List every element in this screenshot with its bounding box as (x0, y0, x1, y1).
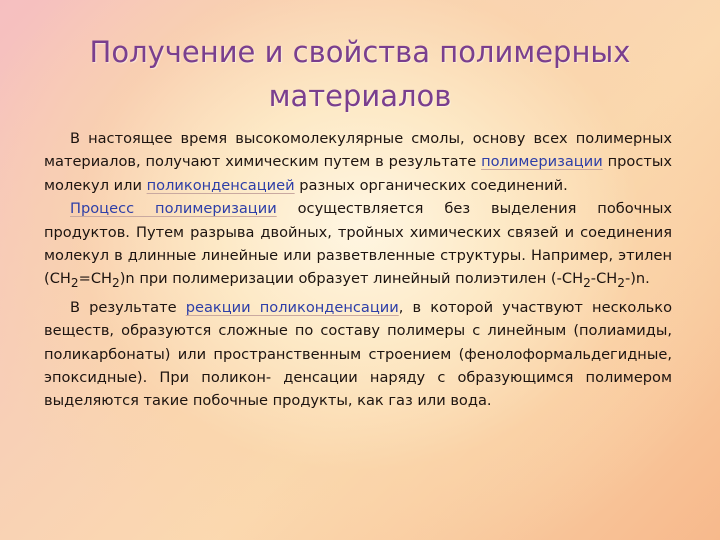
title-line-1: Получение и свойства полимерных (89, 35, 631, 69)
subscript: 2 (112, 276, 120, 291)
paragraph-2-text-3: )n при полимеризации образует линейный полиэтилен (-CH (119, 270, 584, 288)
paragraph-1-text-3: разных органических соединений. (294, 176, 568, 194)
term-polymerization: полимеризации (481, 153, 603, 171)
slide-title (30, 30, 690, 118)
paragraph-3-text-1: В результате (70, 298, 186, 316)
title-line-2: материалов (268, 79, 452, 113)
slide-body (44, 127, 672, 413)
paragraph-1-text-1: В настоящее время высокомолекулярные смолы, основу всех полимерных материалов, получают химическим путем в результате (44, 130, 672, 171)
subscript: 2 (617, 276, 625, 291)
paragraph-2-text-2: =CH (78, 270, 112, 288)
paragraph-1-text-2: простых молекул или (44, 153, 672, 194)
paragraph-2 (44, 197, 672, 296)
paragraph-2-text-5: -)n. (624, 270, 650, 288)
subscript: 2 (70, 276, 79, 291)
paragraph-1 (44, 127, 672, 197)
paragraph-3 (44, 296, 672, 413)
paragraph-2-text-1: осуществляется без выделения побочных продуктов. Путем разрыва двойных, тройных химических связей и соединения молекул в длинные линейные или разветвленные структуры. Например, этилен (CH (44, 200, 672, 288)
term-polycondensation: поликонденсацией (146, 176, 295, 194)
paragraph-3-text-2: , в которой участвуют несколько веществ, образуются сложные по составу полимеры с линейным (полиамиды, поликарбонаты) или пространственным строением (фенолоформальдегидные, эпоксидные). При поликон- денсации наряду с образующимся полимером выделяются такие побочные продукты, как газ или вода. (44, 298, 673, 410)
term-polycondensation-reaction: реакции поликонденсации (185, 298, 399, 316)
term-polymerization-process: Процесс полимеризации (70, 200, 277, 218)
subscript: 2 (583, 276, 591, 291)
paragraph-2-text-4: -CH (590, 270, 618, 288)
